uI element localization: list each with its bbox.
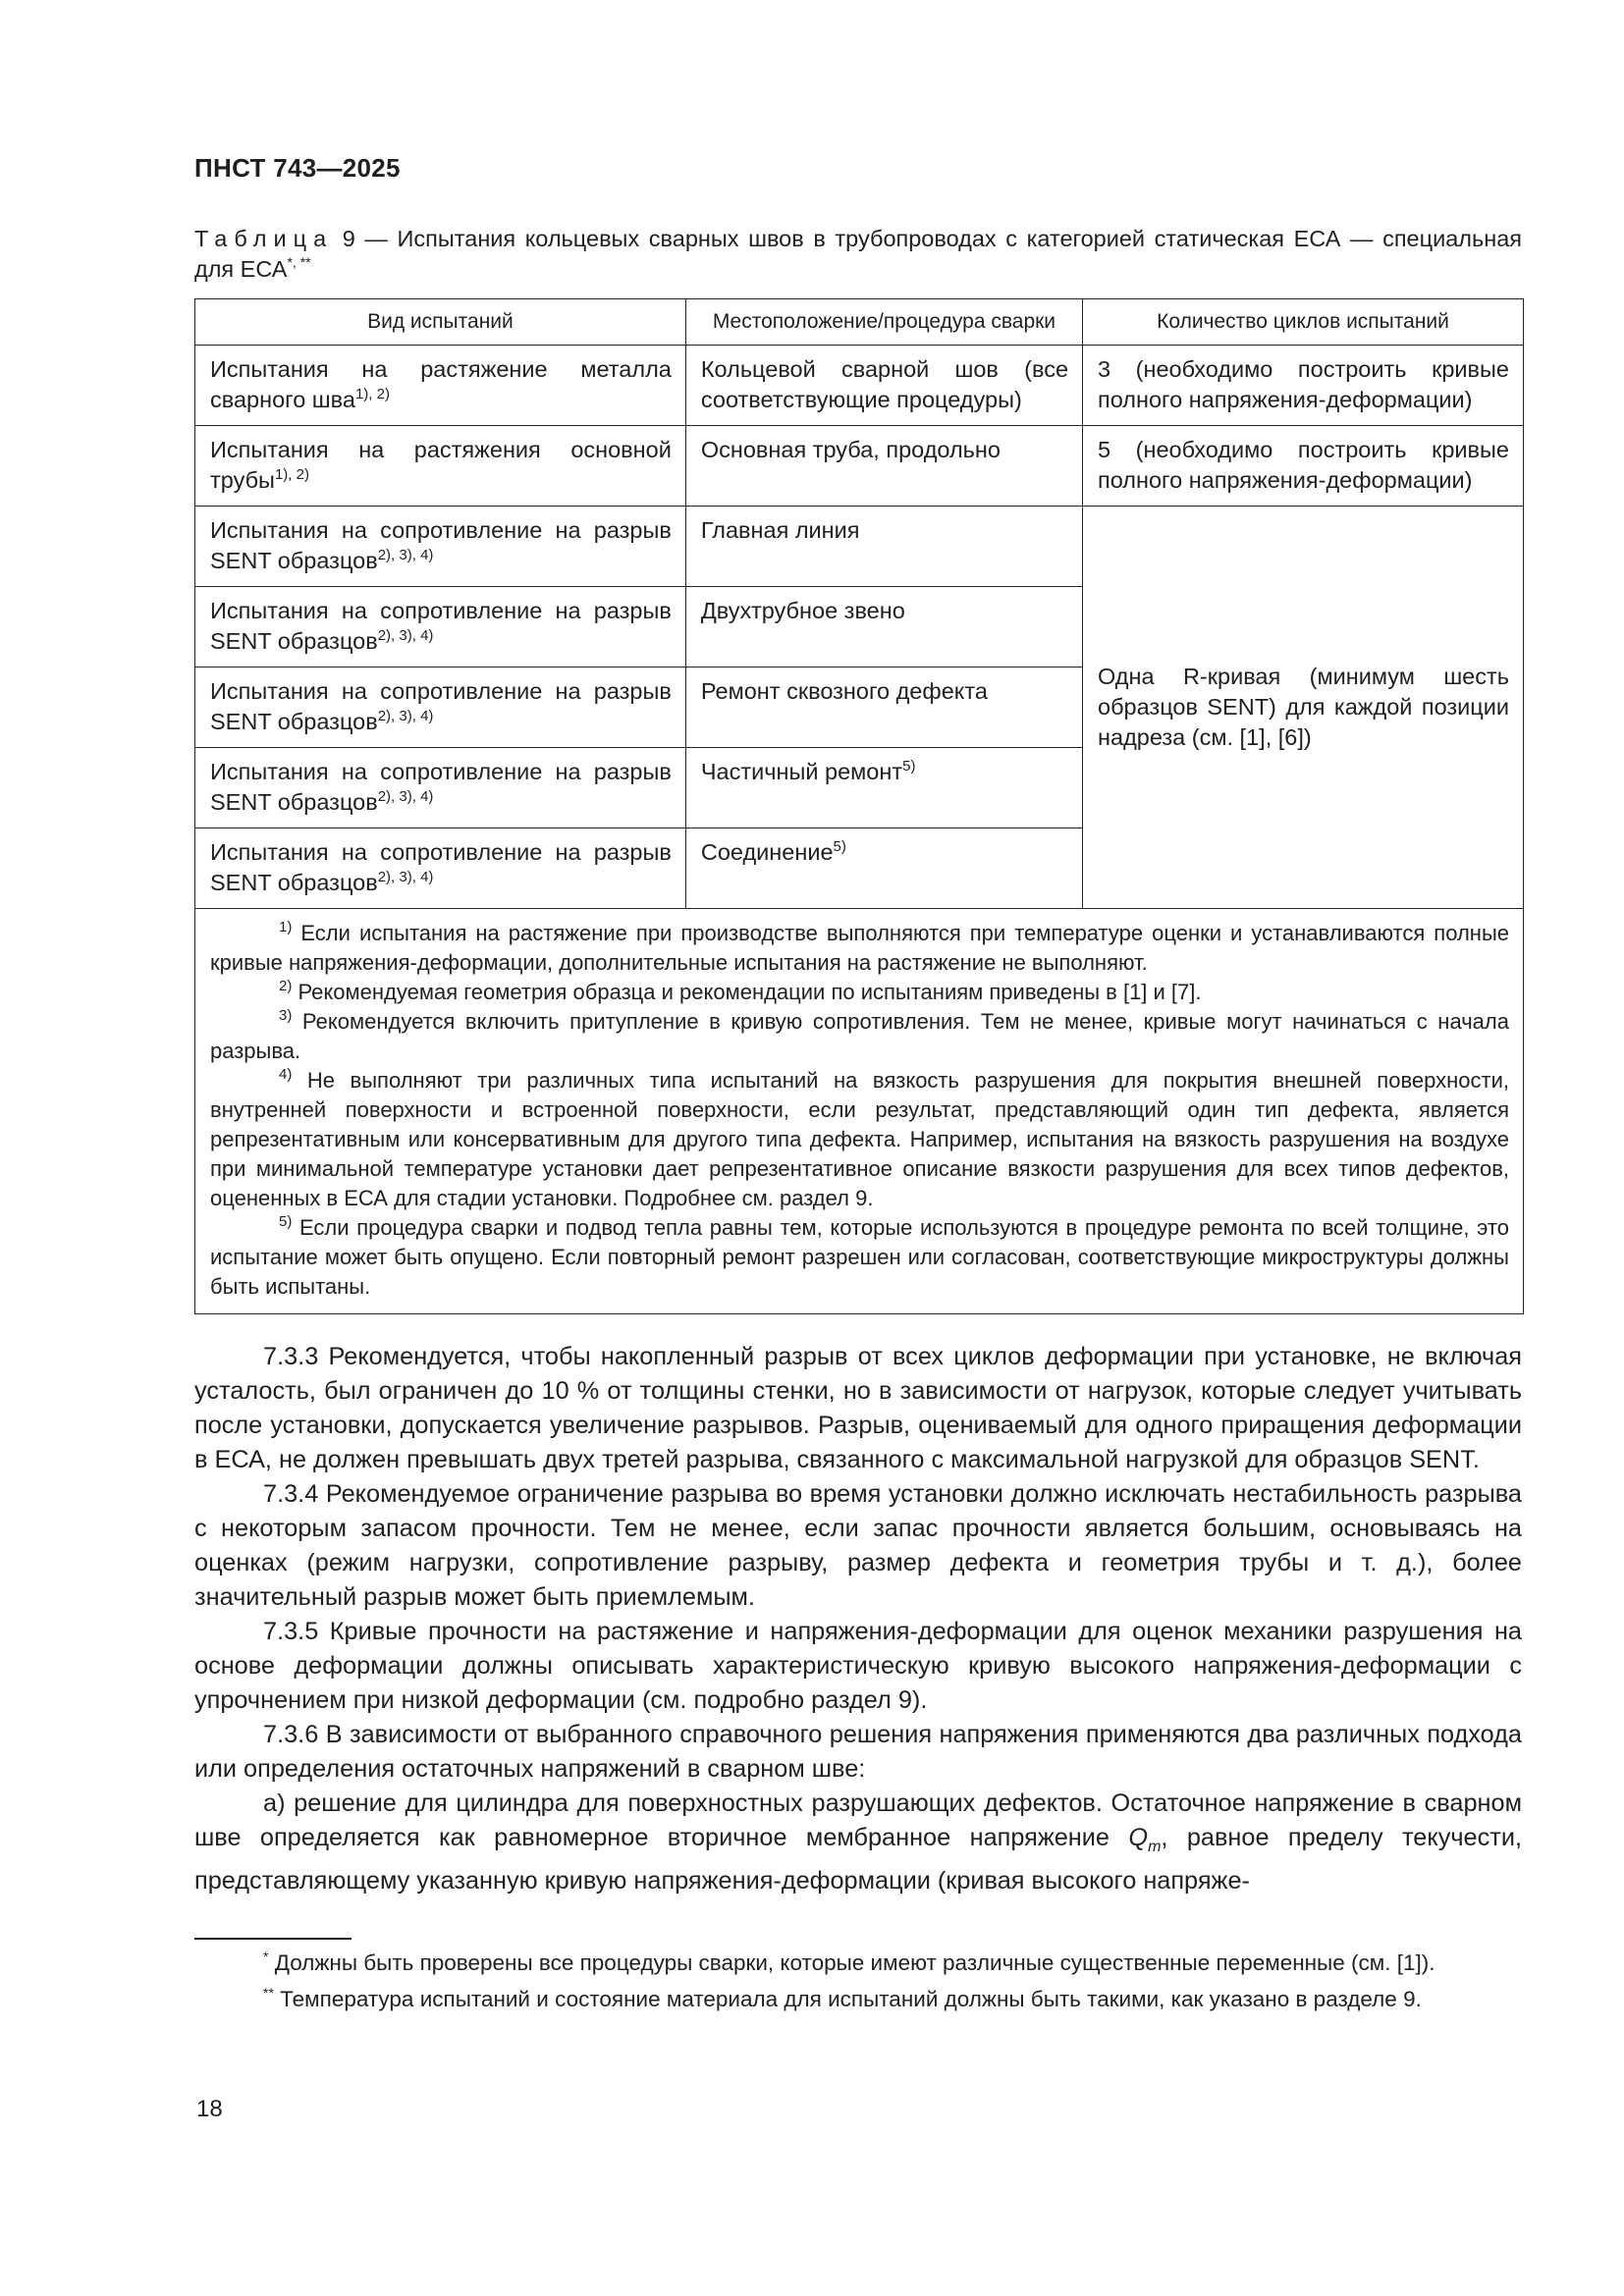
footnote-divider — [194, 1938, 352, 1940]
table-header-row — [195, 299, 1524, 346]
table-caption — [194, 224, 1522, 285]
cell-location: Главная линия — [685, 507, 1082, 587]
cell-location: Частичный ремонт$^{5)}$ — [685, 748, 1082, 828]
table-note: $^{1)}$ Если испытания на растяжение при производстве выполняются при температуре оценки и устанавливаются полные кривые напряжения-деформации, дополнительные испытания на растяжение не выполняют. — [210, 919, 1509, 975]
cell-test-type: Испытания на сопротивление на разрыв SENT образцов$^{2), 3), 4)}$ — [195, 507, 686, 587]
cell-test-type: Испытания на растяжение металла сварного шва$^{1), 2)}$ — [195, 346, 686, 426]
table-note: $^{3)}$ Рекомендуется включить притупление в кривую сопротивления. Тем не менее, кривые могут начинаться с начала разрыва. — [210, 1007, 1509, 1063]
tests-table — [194, 298, 1524, 1314]
column-header-test-type: Вид испытаний — [195, 299, 686, 346]
cell-location: Кольцевой сварной шов (все соответствующие процедуры) — [685, 346, 1082, 426]
body-text — [194, 1340, 1522, 1898]
cell-test-type: Испытания на сопротивление на разрыв SENT образцов$^{2), 3), 4)}$ — [195, 748, 686, 828]
table-row — [195, 507, 1524, 587]
table-note: $^{4)}$ Не выполняют три различных типа испытаний на вязкость разрушения для покрытия внешней поверхности, внутренней поверхности и встроенной поверхности, если результат, представляющий один тип дефекта, является репрезентативным или консервативным для другого типа дефекта. Например, испытания на вязкость разрушения на воздухе при минимальной температуре установки дает репрезентативное описание вязкости разрушения для всех типов дефектов, оцененных в ЕСА для стадии установки. Подробнее см. раздел 9. — [210, 1066, 1509, 1210]
table-row — [195, 346, 1524, 426]
cell-cycles-merged: Одна R-кривая (минимум шесть образцов SENT) для каждой позиции надреза (см. [1], [6]) — [1083, 507, 1524, 909]
cell-cycles: 5 (необходимо построить кривые полного напряжения-деформации) — [1083, 426, 1524, 507]
paragraph-7-3-4: 7.3.4 Рекомендуемое ограничение разрыва во время установки должно исключать нестабильность разрыва с некоторым запасом прочности. Тем не менее, если запас прочности является большим, основываясь на оценках (режим нагрузки, сопротивление разрыву, размер дефекта и геометрия трубы и т. д.), более значительный разрыв может быть приемлемым. — [194, 1480, 1522, 1611]
cell-test-type: Испытания на сопротивление на разрыв SENT образцов$^{2), 3), 4)}$ — [195, 667, 686, 748]
page-number: 18 — [196, 2096, 223, 2122]
cell-cycles: 3 (необходимо построить кривые полного напряжения-деформации) — [1083, 346, 1524, 426]
column-header-cycles: Количество циклов испытаний — [1083, 299, 1524, 346]
cell-location: Ремонт сквозного дефекта — [685, 667, 1082, 748]
paragraph-7-3-5: 7.3.5 Кривые прочности на растяжение и напряжения-деформации для оценок механики разрушения на основе деформации должны описывать характеристическую кривую высокого напряжения-деформации с упрочнением при низкой деформации (см. подробно раздел 9). — [194, 1618, 1522, 1714]
table-caption-marks: *, ** — [287, 254, 311, 270]
table-notes-row — [195, 909, 1524, 1314]
paragraph-7-3-6: 7.3.6 В зависимости от выбранного справочного решения напряжения применяются два различных подхода или определения остаточных напряжений в сварном шве: — [194, 1721, 1522, 1783]
cell-test-type: Испытания на сопротивление на разрыв SENT образцов$^{2), 3), 4)}$ — [195, 828, 686, 909]
table-caption-text: 9 — Испытания кольцевых сварных швов в трубопроводах с категорией статическая ЕСА — специальная для ЕСА — [194, 226, 1522, 282]
table-row — [195, 426, 1524, 507]
cell-location: Соединение$^{5)}$ — [685, 828, 1082, 909]
table-caption-label: Таблица — [194, 226, 334, 251]
footnote: * Должны быть проверены все процедуры сварки, которые имеют различные существенные переменные (см. [1]). — [263, 1949, 1435, 1975]
paragraph-7-3-3: 7.3.3 Рекомендуется, чтобы накопленный разрыв от всех циклов деформации при установке, не включая усталость, был ограничен до 10 % от толщины стенки, но в зависимости от нагрузок, которые следует учитывать после установки, допускается увеличение разрывов. Разрыв, оцениваемый для одного приращения деформации в ЕСА, не должен превышать двух третей разрыва, связанного с максимальной нагрузкой для образцов SENT. — [194, 1343, 1522, 1473]
table-notes — [195, 909, 1524, 1314]
cell-test-type: Испытания на растяжения основной трубы$^{1), 2)}$ — [195, 426, 686, 507]
table-note: $^{2)}$ Рекомендуемая геометрия образца и рекомендации по испытаниям приведены в [1] и [7]. — [279, 978, 1202, 1004]
footnote: ** Температура испытаний и состояние материала для испытаний должны быть такими, как указано в разделе 9. — [263, 1985, 1422, 2011]
footnotes — [194, 1948, 1522, 2020]
column-header-location: Местоположение/процедура сварки — [685, 299, 1082, 346]
cell-test-type: Испытания на сопротивление на разрыв SENT образцов$^{2), 3), 4)}$ — [195, 587, 686, 667]
cell-location: Основная труба, продольно — [685, 426, 1082, 507]
symbol-q-m: $Q_m$ — [1128, 1824, 1162, 1856]
cell-location: Двухтрубное звено — [685, 587, 1082, 667]
document-header: ПНСТ 743—2025 — [194, 153, 401, 183]
paragraph-item-a: а) решение для цилиндра для поверхностных разрушающих дефектов. Остаточное напряжение в сварном шве определяется как равномерное вторичное мембранное напряжение $Q_m$, равное пределу текучести, представляющему указанную кривую напряжения-деформации (кривая высокого напряже- — [194, 1789, 1522, 1896]
table-note: $^{5)}$ Если процедура сварки и подвод тепла равны тем, которые используются в процедуре ремонта по всей толщине, это испытание может быть опущено. Если повторный ремонт разрешен или согласован, соответствующие микроструктуры должны быть испытаны. — [210, 1213, 1509, 1299]
